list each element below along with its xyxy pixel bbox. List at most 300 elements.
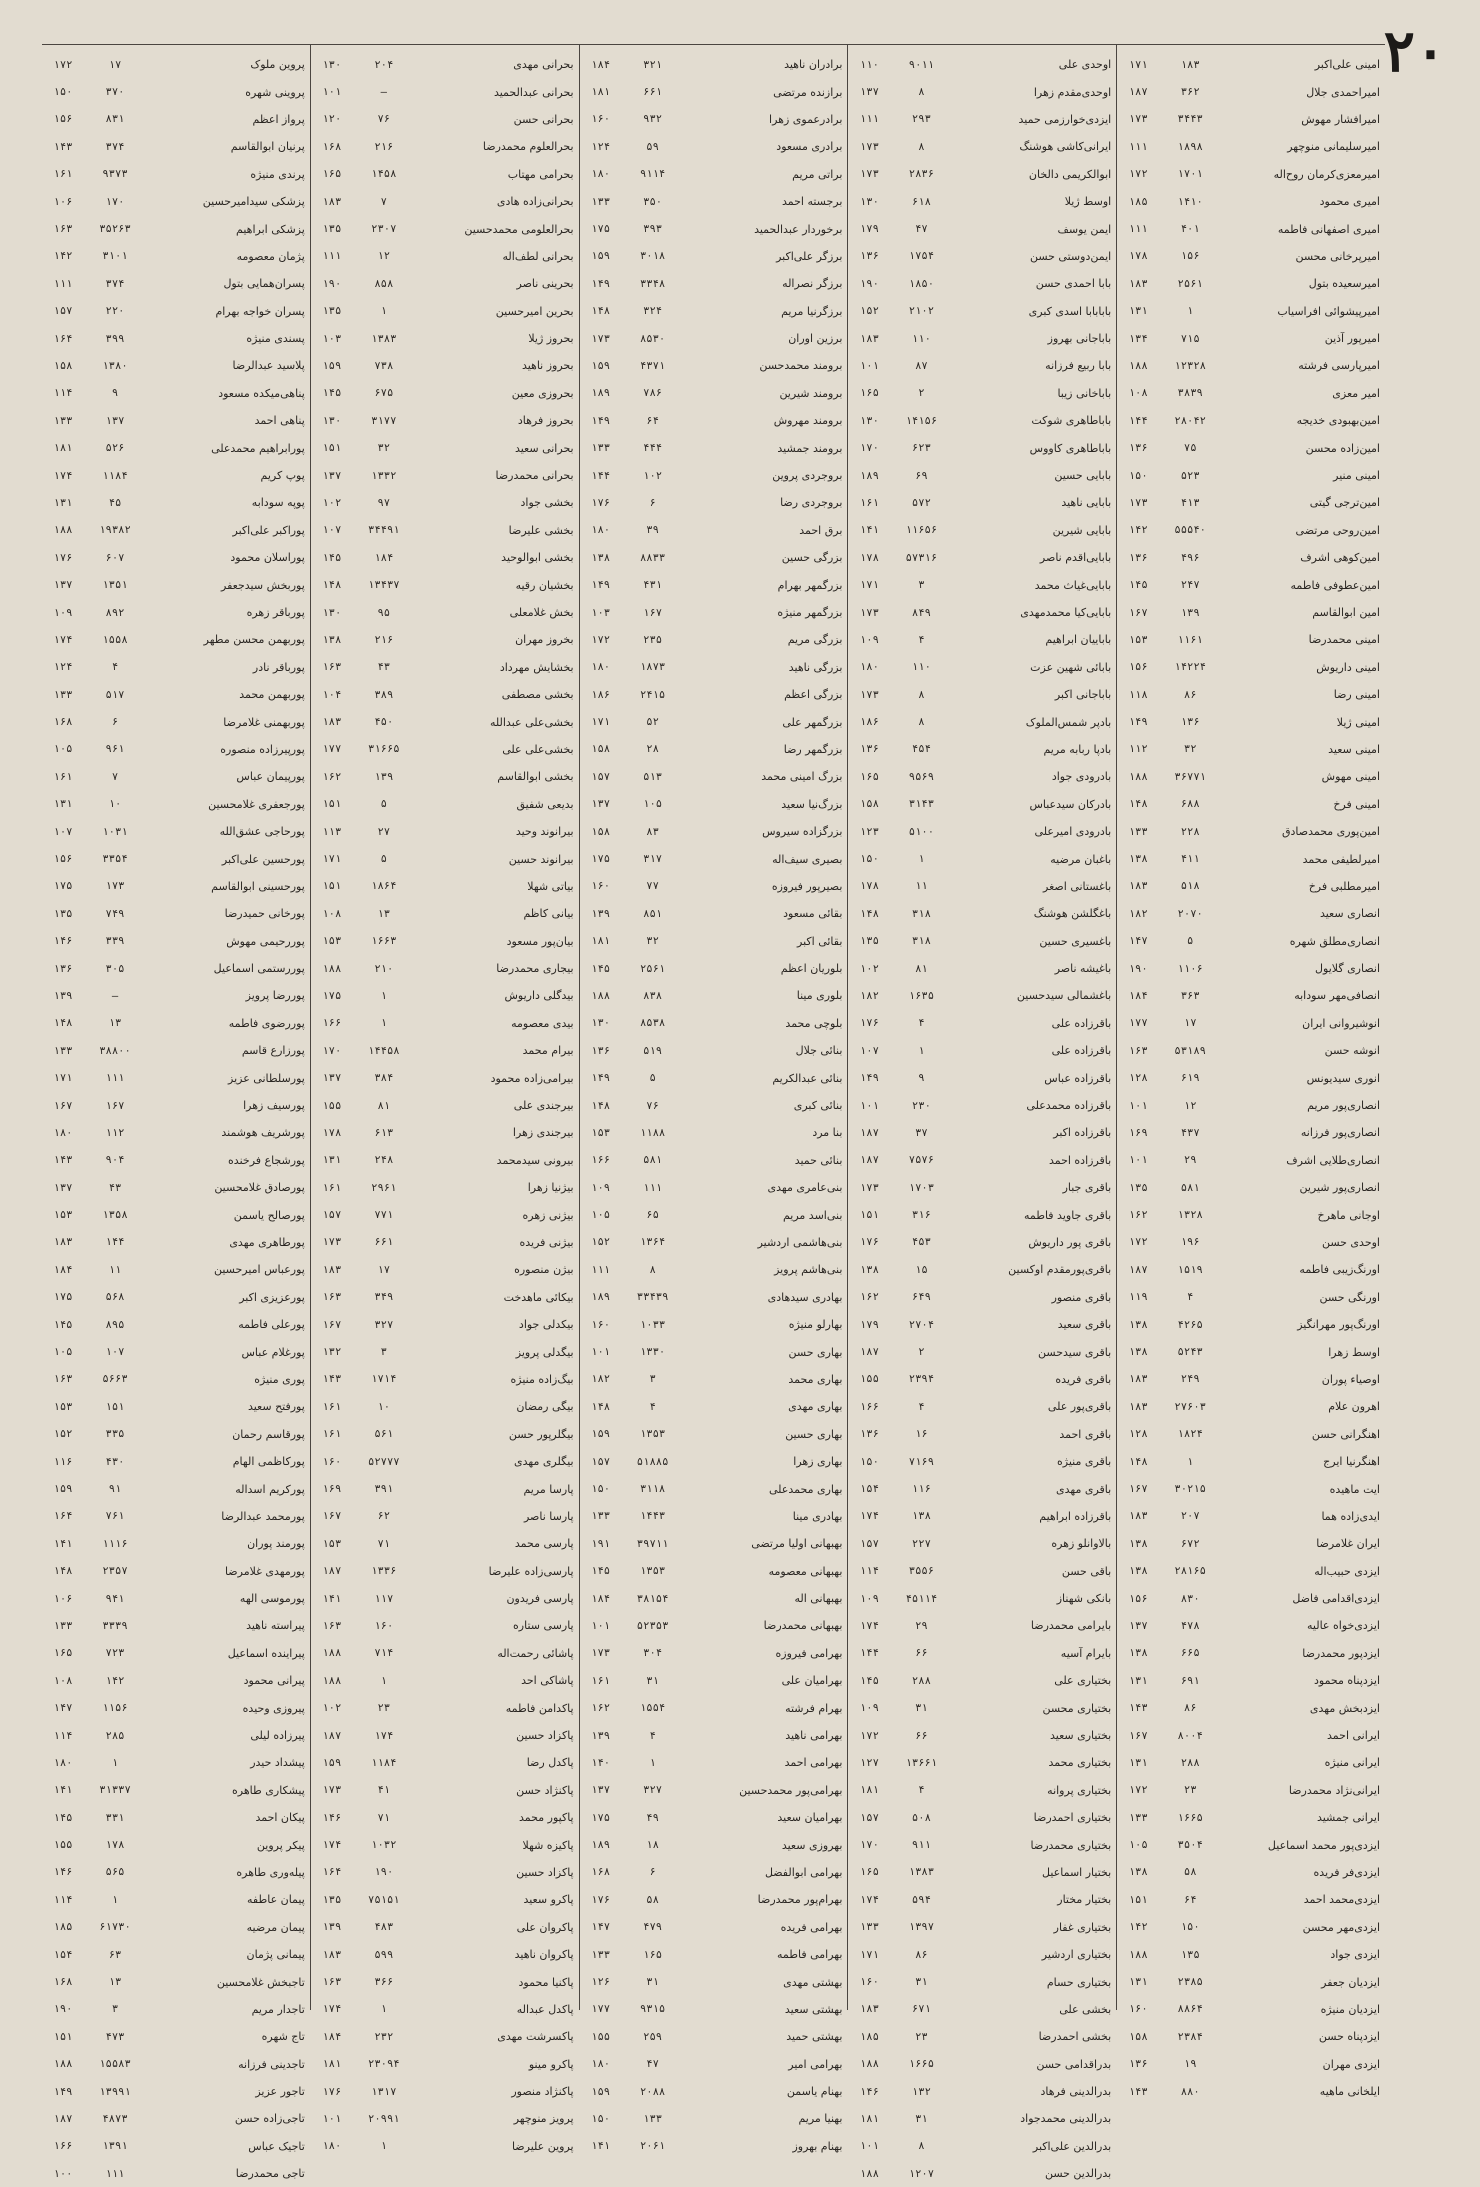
table-row — [848, 791, 1116, 818]
university-code: ۱۰۱ — [591, 1346, 611, 1359]
id-number: ۳۵۲۶۳ — [99, 223, 131, 236]
table-row — [580, 1174, 848, 1201]
id-number: ۵۲۷۷۷ — [368, 1455, 400, 1468]
table-row — [580, 1119, 848, 1146]
id-number: ۱۱۱۶ — [102, 1537, 128, 1550]
candidate-name: پورحاجی عشق‌الله — [219, 825, 305, 839]
table-row — [848, 1530, 1116, 1557]
candidate-name: باقری منصور — [1051, 1290, 1112, 1304]
table-row — [311, 489, 579, 516]
university-code: ۱۰۹ — [859, 1592, 879, 1605]
results-columns — [42, 44, 1385, 2181]
id-number: ۸۶ — [1183, 688, 1197, 701]
id-number: ۱۶ — [915, 1428, 928, 1441]
university-code: ۱۶۰ — [1128, 2003, 1148, 2016]
university-code: ۱۶۵ — [859, 387, 879, 400]
candidate-name: بابا احمدی حسن — [1035, 277, 1112, 291]
table-row — [580, 1366, 848, 1393]
id-number: ۵۲۴۳ — [1177, 1346, 1203, 1359]
university-code: ۱۷۶ — [591, 496, 611, 509]
candidate-name: باقری پور داریوش — [1028, 1235, 1112, 1249]
id-number: ۱۸۵۰ — [908, 277, 935, 290]
id-number: ۵۱۸۸۵ — [636, 1455, 669, 1468]
id-number: ۱۵۵۴ — [639, 1702, 666, 1715]
candidate-name: تاجدینی فرزانه — [238, 2057, 305, 2071]
university-code: ۱۵۱ — [859, 1209, 879, 1222]
table-row — [42, 1667, 310, 1694]
id-number: ۸۰۰۴ — [1177, 1729, 1203, 1742]
candidate-name: بخشی‌علی علی — [502, 742, 574, 756]
table-row — [42, 1338, 310, 1365]
id-number: ۲۴۹ — [1180, 1373, 1200, 1386]
university-code: ۱۷۵ — [53, 880, 73, 893]
university-code: ۱۰۵ — [53, 743, 73, 756]
university-code: ۱۸۶ — [591, 688, 611, 701]
candidate-name: بزرگزاده سیروس — [762, 825, 843, 839]
table-row — [42, 1010, 310, 1037]
candidate-name: امین‌زاده محسن — [1305, 441, 1380, 455]
id-number: ۲۵۹ — [643, 2030, 663, 2043]
table-row — [580, 1886, 848, 1913]
id-number: ۶۱۳ — [374, 1126, 394, 1139]
candidate-name: بیژنی زهره — [522, 1208, 574, 1222]
id-number: ۵۶۵ — [105, 1866, 125, 1879]
candidate-name: بادرودی امیرعلی — [1034, 825, 1112, 839]
id-number: ۳۱۸ — [911, 935, 931, 948]
table-row — [1117, 873, 1385, 900]
university-code: ۱۳۵ — [1128, 1181, 1148, 1194]
university-code: ۱۳۸ — [1128, 1565, 1148, 1578]
university-code: ۱۵۴ — [53, 1948, 73, 1961]
table-row — [311, 1694, 579, 1721]
table-row — [1117, 1694, 1385, 1721]
table-row — [42, 654, 310, 681]
table-row — [848, 1640, 1116, 1667]
university-code: ۱۰۹ — [859, 1702, 879, 1715]
table-row — [42, 818, 310, 845]
university-code: ۱۳۳ — [53, 414, 73, 427]
id-number: ۴ — [918, 1784, 925, 1797]
university-code: ۱۳۳ — [859, 1921, 879, 1934]
table-row — [848, 2133, 1116, 2160]
table-row — [1117, 106, 1385, 133]
table-row — [311, 1037, 579, 1064]
university-code: ۱۷۶ — [859, 1017, 879, 1030]
university-code: ۱۶۳ — [322, 1619, 342, 1632]
row-list — [42, 45, 310, 2187]
university-code: ۱۷۵ — [53, 1291, 73, 1304]
university-code: ۱۶۴ — [322, 1866, 342, 1879]
university-code: ۱۴۵ — [53, 1318, 73, 1331]
id-number: ۵ — [380, 798, 387, 811]
table-row — [311, 1174, 579, 1201]
university-code: ۱۷۸ — [322, 1126, 342, 1139]
university-code: ۱۰۲ — [859, 962, 879, 975]
candidate-name: باقری مهدی — [1056, 1482, 1112, 1496]
id-number: ۸۸۳۳ — [639, 551, 666, 564]
id-number: ۵ — [380, 853, 387, 866]
id-number: ۳۱۱۸ — [639, 1483, 666, 1495]
id-number: ۱۳۳۲ — [371, 469, 397, 482]
university-code: ۱۴۱ — [322, 1592, 342, 1605]
id-number: ۲۱۶ — [374, 140, 394, 153]
university-code: ۱۴۴ — [859, 1647, 879, 1660]
table-row — [42, 51, 310, 78]
id-number: ۱۶۶۵ — [1177, 1811, 1203, 1824]
candidate-name: بخروز مهران — [515, 633, 574, 647]
id-number: ۶۳ — [108, 1948, 122, 1961]
candidate-name: امیرلطیفی محمد — [1302, 852, 1380, 866]
table-row — [580, 1941, 848, 1968]
table-row — [311, 106, 579, 133]
id-number: ۹۶۱ — [105, 743, 125, 756]
table-row — [580, 188, 848, 215]
table-row — [848, 654, 1116, 681]
table-row — [580, 462, 848, 489]
university-code: ۱۵۳ — [322, 1537, 342, 1550]
table-row — [311, 1311, 579, 1338]
table-row — [1117, 1585, 1385, 1612]
candidate-name: بادرودی جواد — [1051, 770, 1112, 784]
university-code: ۱۶۷ — [53, 1099, 73, 1112]
candidate-name: ایدی‌زاده هما — [1321, 1509, 1380, 1523]
candidate-name: پاکزاد حسین — [516, 1729, 574, 1743]
table-row — [42, 1147, 310, 1174]
table-row — [42, 270, 310, 297]
id-number: ۱۴۵۸ — [371, 168, 397, 181]
id-number: ۱۹۰ — [374, 1866, 394, 1879]
university-code: ۱۷۶ — [322, 2085, 342, 2098]
candidate-name: تاجی‌زاده حسن — [234, 2112, 305, 2126]
candidate-name: بهرامی امیر — [788, 2057, 843, 2071]
university-code: ۱۳۸ — [591, 551, 611, 564]
university-code: ۱۱۱ — [1128, 223, 1148, 236]
university-code: ۱۳۶ — [1128, 442, 1148, 455]
university-code: ۱۱۱ — [53, 277, 73, 290]
candidate-name: پورسیف زهرا — [243, 1099, 305, 1113]
candidate-name: بیرانوند وحید — [515, 825, 574, 839]
table-row — [311, 407, 579, 434]
table-row — [42, 188, 310, 215]
university-code: ۱۰۱ — [322, 2112, 342, 2125]
id-number: ۴۷۳ — [105, 2030, 125, 2043]
table-row — [580, 1914, 848, 1941]
university-code: ۱۹۱ — [591, 1537, 611, 1550]
id-number: ۳۷ — [915, 1126, 928, 1139]
table-row — [580, 2133, 848, 2160]
candidate-name: برزین اوران — [788, 332, 843, 346]
university-code: ۱۴۵ — [322, 551, 342, 564]
table-row — [42, 2078, 310, 2105]
candidate-name: پرواز اعظم — [252, 112, 305, 126]
table-row — [42, 1064, 310, 1091]
id-number: ۹۳۷۳ — [102, 168, 128, 181]
candidate-name: برومند محمدحسن — [759, 359, 843, 373]
university-code: ۱۵۶ — [1128, 1592, 1148, 1605]
table-row — [42, 1475, 310, 1502]
table-row — [1117, 2051, 1385, 2078]
id-number: ۱۱۰ — [911, 332, 931, 345]
candidate-name: بختیاری محمد — [1048, 1756, 1112, 1770]
university-code: ۱۷۸ — [1128, 250, 1148, 263]
id-number: ۱۳۹۷ — [908, 1921, 935, 1934]
candidate-name: پورباقر نادر — [252, 660, 305, 674]
table-row — [42, 626, 310, 653]
table-row — [42, 434, 310, 461]
table-row — [580, 2023, 848, 2050]
id-number: ۹ — [918, 1072, 925, 1085]
id-number: ۱ — [380, 989, 387, 1002]
candidate-name: پورزارع قاسم — [241, 1044, 305, 1058]
table-row — [42, 380, 310, 407]
id-number: ۶۲۳ — [911, 442, 931, 455]
university-code: ۱۸۴ — [591, 1592, 611, 1605]
candidate-name: اهنگرانی حسن — [1311, 1427, 1380, 1441]
id-number: ۲۳۰ — [911, 1099, 931, 1112]
candidate-name: بزرگمهر علی — [782, 715, 843, 729]
id-number: ۱ — [918, 1044, 925, 1057]
university-code: ۱۳۱ — [1128, 1976, 1148, 1989]
table-row — [311, 873, 579, 900]
university-code: ۱۸۷ — [1128, 86, 1148, 99]
candidate-name: امیرپیشوائی افراسیاب — [1277, 304, 1380, 318]
id-number: ۵۱۸ — [1180, 880, 1200, 893]
university-code: ۱۳۰ — [322, 58, 342, 71]
university-code: ۱۸۶ — [859, 716, 879, 729]
table-row — [42, 517, 310, 544]
candidate-name: پورقاسم رحمان — [232, 1427, 305, 1441]
table-row — [311, 1475, 579, 1502]
id-number: ۱۱۶ — [911, 1483, 931, 1495]
table-row — [580, 1557, 848, 1584]
id-number: ۱۳۴۳۷ — [368, 579, 400, 592]
university-code: ۱۳۶ — [859, 743, 879, 756]
table-row — [580, 1503, 848, 1530]
id-number: ۱۶۷ — [643, 606, 663, 619]
university-code: ۱۴۳ — [53, 1154, 73, 1167]
table-row — [1117, 188, 1385, 215]
id-number: ۳۳۴۳۹ — [636, 1291, 669, 1304]
table-row — [580, 1475, 848, 1502]
candidate-name: بختیاری حسام — [1046, 1975, 1112, 1989]
candidate-name: بهادری مینا — [792, 1509, 843, 1523]
candidate-name: بایرام آسیه — [1060, 1646, 1112, 1660]
id-number: ۱۳۳ — [643, 2112, 663, 2125]
id-number: ۹۰۴ — [105, 1154, 125, 1167]
id-number: ۲۳۲ — [374, 2030, 394, 2043]
candidate-name: بهبهانی معصومه — [768, 1564, 843, 1578]
candidate-name: پوپه سودابه — [251, 496, 305, 510]
table-row — [311, 900, 579, 927]
table-row — [42, 1229, 310, 1256]
university-code: ۱۷۶ — [591, 1893, 611, 1906]
candidate-name: بیرونی سیدمحمد — [496, 1153, 574, 1167]
id-number: ۵ — [1187, 935, 1194, 948]
candidate-name: بیرانوند حسین — [508, 852, 574, 866]
candidate-name: ایزدبخش مهدی — [1309, 1701, 1380, 1715]
table-row — [42, 681, 310, 708]
table-row — [580, 1092, 848, 1119]
table-row — [311, 1503, 579, 1530]
table-row — [311, 2023, 579, 2050]
candidate-name: پوراکبر علی‌اکبر — [232, 523, 305, 537]
table-row — [1117, 1777, 1385, 1804]
university-code: ۱۷۴ — [53, 633, 73, 646]
university-code: ۱۸۳ — [322, 1948, 342, 1961]
id-number: ۵۳۱۸۹ — [1174, 1044, 1206, 1057]
id-number: ۱۵۶ — [1180, 250, 1200, 263]
candidate-name: بحرالعلوم محمدرضا — [482, 140, 574, 154]
table-row — [848, 845, 1116, 872]
university-code: ۱۳۳ — [53, 1619, 73, 1632]
table-row — [311, 1448, 579, 1475]
university-code: ۱۸۰ — [322, 2140, 342, 2153]
table-row — [1117, 1311, 1385, 1338]
candidate-name: بنی‌عامری مهدی — [767, 1181, 843, 1195]
candidate-name: پرندی منیژه — [250, 167, 305, 181]
university-code: ۱۶۵ — [53, 1647, 73, 1660]
university-code: ۱۸۱ — [591, 935, 611, 948]
candidate-name: پرنیان ابوالقاسم — [230, 140, 305, 154]
table-row — [311, 1996, 579, 2023]
table-row — [848, 352, 1116, 379]
university-code: ۱۵۱ — [53, 2030, 73, 2043]
table-row — [1117, 1064, 1385, 1091]
university-code: ۱۷۱ — [859, 579, 879, 592]
candidate-name: بیدگلی داریوش — [504, 989, 574, 1003]
university-code: ۱۴۵ — [591, 962, 611, 975]
candidate-name: بادپا ربابه مریم — [1043, 742, 1112, 756]
university-code: ۱۲۴ — [591, 140, 611, 153]
university-code: ۱۸۴ — [53, 1263, 73, 1276]
university-code: ۱۶۸ — [322, 140, 342, 153]
candidate-name: بنائی عبدالکریم — [772, 1071, 843, 1085]
candidate-name: پورخانی حمیدرضا — [224, 907, 305, 921]
id-number: ۳۱ — [646, 1976, 659, 1989]
university-code: ۱۱۲ — [1128, 743, 1148, 756]
candidate-name: پوربهمن محمد — [239, 688, 305, 702]
table-row — [1117, 51, 1385, 78]
candidate-name: ایرانی منیژه — [1324, 1756, 1380, 1770]
university-code: ۱۴۱ — [859, 524, 879, 537]
university-code: ۱۴۵ — [322, 387, 342, 400]
table-row — [1117, 380, 1385, 407]
table-row — [42, 845, 310, 872]
candidate-name: تاجی محمدرضا — [235, 2167, 305, 2181]
university-code: ۱۴۳ — [1128, 2085, 1148, 2098]
id-number: ۶۸۸ — [1180, 798, 1200, 811]
table-row — [848, 736, 1116, 763]
table-row — [580, 298, 848, 325]
table-row — [848, 270, 1116, 297]
university-code: ۱۳۱ — [322, 1154, 342, 1167]
candidate-name: بختیاری پروانه — [1047, 1783, 1112, 1797]
table-row — [848, 1503, 1116, 1530]
id-number: ۲۳۵۷ — [102, 1565, 128, 1578]
candidate-name: بنائی کبری — [793, 1099, 843, 1113]
id-number: ۶۱۷۳۰ — [99, 1921, 131, 1934]
university-code: ۱۷۳ — [859, 140, 879, 153]
university-code: ۱۴۸ — [53, 1017, 73, 1030]
university-code: ۱۳۷ — [1128, 1619, 1148, 1632]
table-row — [580, 791, 848, 818]
candidate-name: ابوالکریمی دالخان — [1028, 167, 1112, 181]
candidate-name: پناهی احمد — [254, 414, 305, 428]
university-code: ۱۷۳ — [1128, 496, 1148, 509]
candidate-name: پورصالح یاسمن — [233, 1208, 305, 1222]
id-number: ۵۲۳۵۳ — [636, 1619, 669, 1632]
table-row — [42, 1366, 310, 1393]
id-number: ۱۶۰ — [374, 1619, 394, 1632]
university-code: ۱۷۳ — [322, 1784, 342, 1797]
id-number: ۳۲ — [1183, 743, 1197, 756]
candidate-name: پورعزیزی اکبر — [239, 1290, 305, 1304]
university-code: ۱۳۹ — [53, 989, 73, 1002]
university-code: ۱۷۰ — [859, 1839, 879, 1852]
id-number: ۶۹ — [915, 469, 928, 482]
id-number: ۶۴ — [1183, 1893, 1197, 1906]
university-code: ۱۸۷ — [322, 1729, 342, 1742]
candidate-name: امیرپور آذین — [1324, 332, 1380, 346]
table-row — [311, 1859, 579, 1886]
table-row — [42, 1968, 310, 1995]
university-code: ۱۰۴ — [322, 688, 342, 701]
table-row — [848, 380, 1116, 407]
university-code: ۱۰۶ — [53, 195, 73, 208]
id-number: ۶ — [111, 716, 119, 729]
table-row — [580, 1777, 848, 1804]
table-row — [42, 2051, 310, 2078]
candidate-name: بخشی ابوالقاسم — [497, 770, 574, 784]
id-number: ۵۲۳ — [1180, 469, 1200, 482]
table-row — [580, 1064, 848, 1091]
table-row — [311, 1201, 579, 1228]
candidate-name: ایزدی حبیب‌اله — [1314, 1564, 1380, 1578]
table-row — [848, 1366, 1116, 1393]
table-row — [580, 1804, 848, 1831]
id-number: ۹۱ — [108, 1483, 122, 1495]
table-row — [311, 1777, 579, 1804]
table-row — [848, 1064, 1116, 1091]
table-row — [1117, 1831, 1385, 1858]
table-row — [1117, 818, 1385, 845]
table-row — [580, 133, 848, 160]
university-code: ۱۳۰ — [591, 1017, 611, 1030]
id-number: ۵۹۹ — [374, 1948, 394, 1961]
candidate-name: پورطاهری مهدی — [229, 1235, 305, 1249]
university-code: ۱۳۹ — [591, 1729, 611, 1742]
university-code: ۱۶۶ — [859, 1400, 879, 1413]
table-row — [1117, 1119, 1385, 1146]
id-number: ۴ — [918, 633, 925, 646]
university-code: ۱۸۷ — [859, 1154, 879, 1167]
id-number: ۳۹ — [646, 524, 659, 537]
university-code: ۱۶۷ — [1128, 606, 1148, 619]
id-number: ۱۰۳۳ — [639, 1318, 666, 1331]
id-number: ۵۹۴ — [911, 1893, 931, 1906]
id-number: ۹۴۱ — [105, 1592, 125, 1605]
candidate-name: براتی مریم — [792, 167, 843, 181]
table-row — [580, 928, 848, 955]
university-code: ۱۳۶ — [859, 250, 879, 263]
table-row — [1117, 1174, 1385, 1201]
candidate-name: بیکدلی جواد — [518, 1318, 574, 1332]
university-code: ۱۴۹ — [591, 414, 611, 427]
table-row — [311, 791, 579, 818]
candidate-name: باغیشه ناصر — [1054, 962, 1112, 976]
university-code: ۱۴۶ — [859, 2085, 879, 2098]
university-code: ۱۳۱ — [53, 496, 73, 509]
